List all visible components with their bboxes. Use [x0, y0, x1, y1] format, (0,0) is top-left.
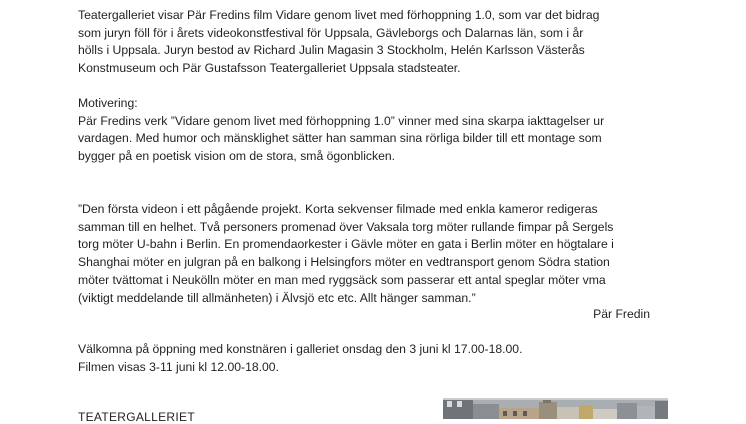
info-line: Välkomna på öppning med konstnären i galleriet onsdag den 3 juni kl 17.00-18.00.: [78, 342, 523, 356]
quote-line: samman till en helhet. Två personers promenad över Vaksala torg möter rullande fimpar på Sergels: [78, 219, 614, 234]
intro-line: Teatergalleriet visar Pär Fredins film Vidare genom livet med förhoppning 1.0, som var det bidrag: [78, 8, 600, 22]
quote-author: Pär Fredin: [593, 307, 650, 321]
footer-label: TEATERGALLERIET: [78, 410, 195, 424]
gallery-photo: [443, 398, 668, 419]
motivation-paragraph: [78, 95, 658, 166]
info-line: Filmen visas 3-11 juni kl 12.00-18.00.: [78, 359, 279, 374]
motivation-line: Pär Fredins verk ”Vidare genom livet med förhoppning 1.0” vinner med sina skarpa iakttagelser ur: [78, 113, 605, 128]
info-paragraph: [78, 341, 658, 376]
quote-line: (viktigt meddelande till allmänheten) i Älvsjö etc etc. Allt hänger samman.”: [78, 290, 476, 305]
motivation-heading: Motivering:: [78, 96, 138, 110]
quote-line: Shanghai möter en julgran på en balkong i Helsingfors möter en vedtransport genom Södra station: [78, 255, 610, 270]
quote-paragraph: [78, 201, 653, 307]
intro-line: hölls i Uppsala. Juryn bestod av Richard Julin Magasin 3 Stockholm, Helén Karlsson Västerås: [78, 43, 585, 58]
motivation-line: bygger på en poetisk vision om de stora, små ögonblicken.: [78, 149, 396, 164]
quote-line: möter tvättomat i Neukölln möter en man med ryggsäck som passerar ett antal speglar möter vma: [78, 272, 606, 287]
intro-line: som juryn föll för i årets videokonstfestival för Uppsala, Gävleborgs och Dalarnas län, som i år: [78, 25, 584, 40]
quote-line: torg möter U-bahn i Berlin. En promendaorkester i Gävle möter en gata i Berlin möter en högtalare i: [78, 237, 614, 252]
intro-paragraph: [78, 7, 658, 78]
motivation-line: vardagen. Med humor och mänsklighet sätter han samman sina rörliga bilder till ett montage som: [78, 131, 602, 146]
quote-line: ”Den första videon i ett pågående projekt. Korta sekvenser filmade med enkla kameror redigeras: [78, 202, 598, 216]
intro-line: Konstmuseum och Pär Gustafsson Teatergalleriet Uppsala stadsteater.: [78, 61, 461, 76]
